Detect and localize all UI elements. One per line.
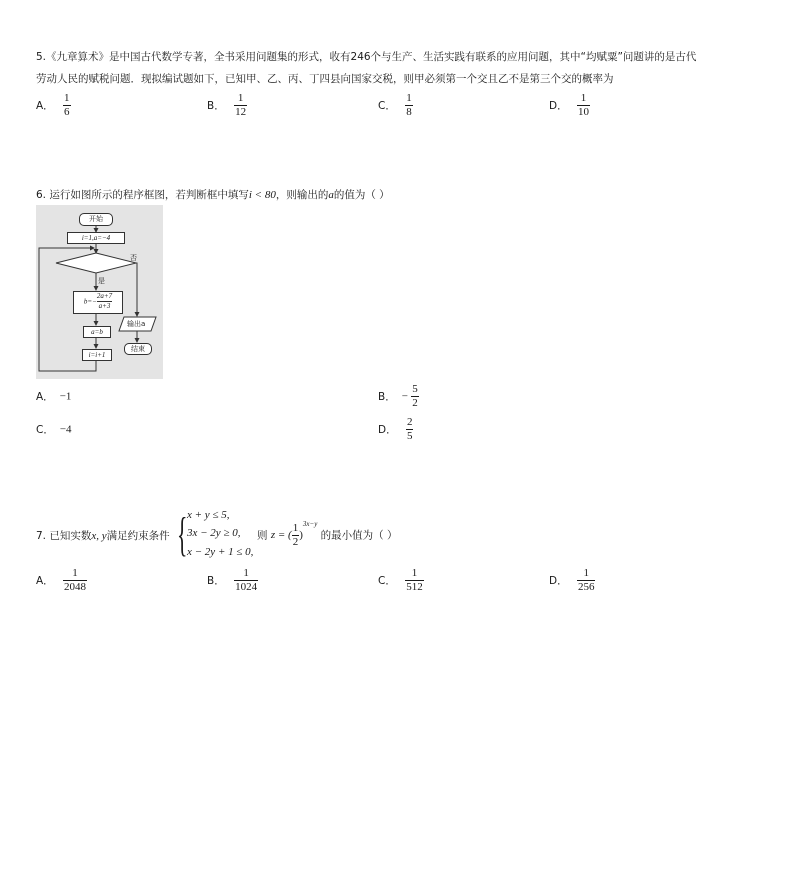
- option-fraction: $\frac{1}{512}$: [406, 567, 423, 593]
- flowchart-init: i=1,a=−4: [67, 232, 125, 244]
- flowchart-yes-label: 是: [98, 277, 105, 285]
- q6-option-d[interactable]: [378, 416, 413, 443]
- q6-stem: 6. 运行如图所示的程序框图，若判断框中填写i < 80，则输出的a的值为（ ）: [36, 189, 390, 201]
- q6-condition: i < 80: [248, 189, 276, 201]
- q5-option-b[interactable]: [207, 92, 247, 119]
- q6-option-a[interactable]: [36, 389, 71, 404]
- q5-stem-line1: 5.《九章算术》是中国古代数学专著，全书采用问题集的形式，收有246个与生产、生活实践有联系的应用问题，其中“均赋粟”问题讲的是古代: [36, 51, 697, 63]
- flowchart-start: 开始: [79, 213, 113, 226]
- option-label: D．: [378, 424, 397, 436]
- flowchart: [36, 205, 163, 379]
- option-value: −1: [59, 390, 72, 403]
- q7-constraint-3: x − 2y + 1 ≤ 0,: [187, 546, 254, 558]
- option-label: C．: [378, 100, 396, 112]
- q7-option-b[interactable]: [207, 567, 258, 594]
- q7-stem-lead: 7. 已知实数x, y满足约束条件: [36, 530, 170, 542]
- option-label: D．: [549, 100, 568, 112]
- option-label: A．: [36, 100, 54, 112]
- option-value: −4: [59, 423, 72, 436]
- flowchart-output: 输出a: [127, 320, 146, 328]
- q7-base-fraction: $\frac{1}{2}$: [292, 521, 299, 548]
- option-fraction: $\frac{1}{6}$: [64, 92, 70, 118]
- q5-option-d[interactable]: [549, 92, 590, 119]
- q6-option-b[interactable]: B． − $\frac{5}{2}$: [378, 383, 418, 409]
- option-label: C．: [36, 424, 54, 436]
- q7-option-a[interactable]: [36, 567, 87, 594]
- option-fraction: $\frac{1}{2048}$: [64, 567, 87, 593]
- q7-constraint-2: 3x − 2y ≥ 0,: [187, 527, 241, 539]
- option-fraction: $\frac{2}{5}$: [406, 416, 413, 442]
- option-fraction: $\frac{1}{1024}$: [235, 567, 258, 593]
- option-fraction: $\frac{1}{8}$: [406, 92, 412, 118]
- flowchart-no-label: 否: [130, 254, 137, 262]
- flowchart-end: 结束: [124, 343, 152, 355]
- option-label: C．: [378, 575, 396, 587]
- option-fraction: $\frac{1}{12}$: [235, 92, 247, 118]
- flowchart-swap: a=b: [83, 326, 111, 338]
- q7-option-d[interactable]: [549, 567, 595, 594]
- q5-option-a[interactable]: [36, 92, 71, 119]
- option-fraction: $\frac{1}{10}$: [577, 92, 589, 118]
- flowchart-incr: i=i+1: [82, 349, 112, 361]
- q7-exponent: 3x−y: [302, 520, 318, 528]
- option-label: B．: [207, 100, 225, 112]
- q7-constraint-1: x + y ≤ 5,: [187, 509, 230, 521]
- option-label: A．: [36, 575, 54, 587]
- q7-option-c[interactable]: [378, 567, 424, 594]
- flowchart-assign: b=− $\frac{2a+7}{a+3}$: [73, 291, 123, 314]
- option-label: D．: [549, 575, 568, 587]
- option-fraction: $\frac{5}{2}$: [412, 383, 418, 409]
- q5-option-c[interactable]: [378, 92, 413, 119]
- option-fraction: $\frac{1}{256}$: [577, 567, 595, 593]
- q6-option-c[interactable]: [36, 422, 72, 437]
- q5-stem-line2: 劳动人民的赋税问题．现拟编试题如下，已知甲、乙、丙、丁四县向国家交税，则甲必须第一个交且乙不是第三个交的概率为: [36, 73, 614, 85]
- q7-objective: 则 z = ( $\frac{1}{2}$ )$^{3x-y}$ 的最小值为（ ）: [257, 520, 398, 548]
- q7-brace: {: [177, 508, 188, 561]
- option-label: A．: [36, 391, 54, 403]
- option-label: B．: [207, 575, 225, 587]
- option-label: B．: [378, 391, 396, 403]
